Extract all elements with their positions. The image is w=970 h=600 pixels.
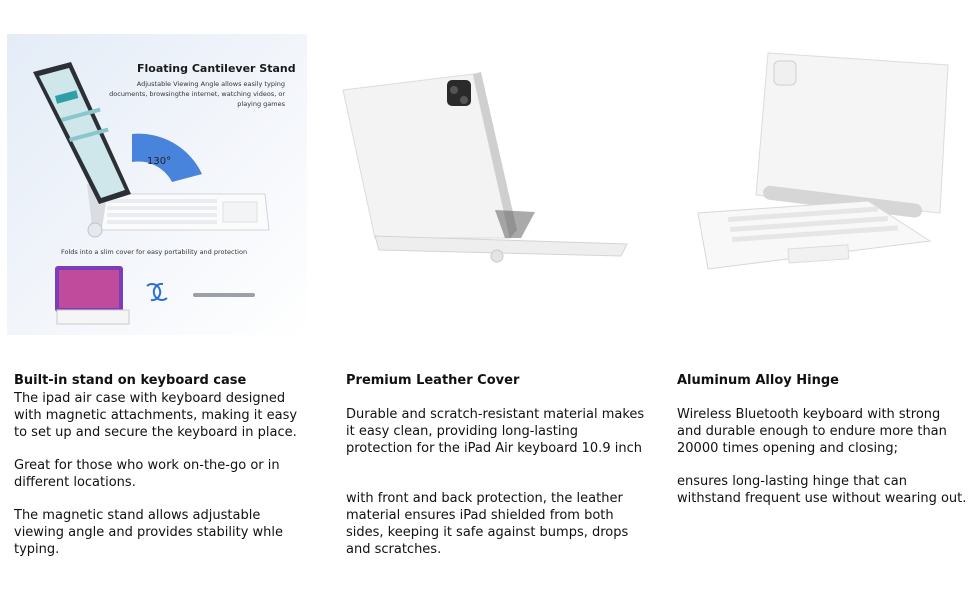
feature-3-text-1: Wireless Bluetooth keyboard with strong and durable enough to endure more than 20000 times opening and closing; <box>677 407 947 456</box>
hinge-photo <box>668 45 958 295</box>
feature-1-title: Built-in stand on keyboard case <box>14 373 247 388</box>
angle-label: 130° <box>147 156 172 167</box>
feature-3-title: Aluminum Alloy Hinge <box>677 373 839 388</box>
stand-title: Floating Cantilever Stand <box>137 62 296 75</box>
feature-2-text-1: Durable and scratch-resistant material makes it easy clean, providing long-lasting protection for the iPad Air keyboard 10.9 inch <box>346 407 645 456</box>
feature-1-text-3: The magnetic stand allows adjustable viewing angle and provides stability whle typing. <box>14 508 284 557</box>
fold-caption: Folds into a slim cover for easy portability and protection <box>61 248 248 256</box>
feature-2-title: Premium Leather Cover <box>346 373 520 388</box>
stand-subtitle: Adjustable Viewing Angle allows easily typing documents, browsingthe internet, watching videos, or playing games <box>109 80 285 108</box>
stand-infographic <box>7 34 307 335</box>
rotate-arrows-icon <box>147 284 167 300</box>
feature-3-text-2: ensures long-lasting hinge that can withstand frequent use without wearing out. <box>677 474 967 506</box>
feature-2-text-2: with front and back protection, the leather material ensures iPad shielded from both sides, keeping it safe against bumps, drops and scratches. <box>346 491 629 557</box>
feature-1-text-1: The ipad air case with keyboard designed with magnetic attachments, making it easy to set up and secure the keyboard in place. <box>14 391 298 440</box>
feature-1-text-2: Great for those who work on-the-go or in different locations. <box>14 458 280 490</box>
leather-cover-photo <box>335 60 635 275</box>
